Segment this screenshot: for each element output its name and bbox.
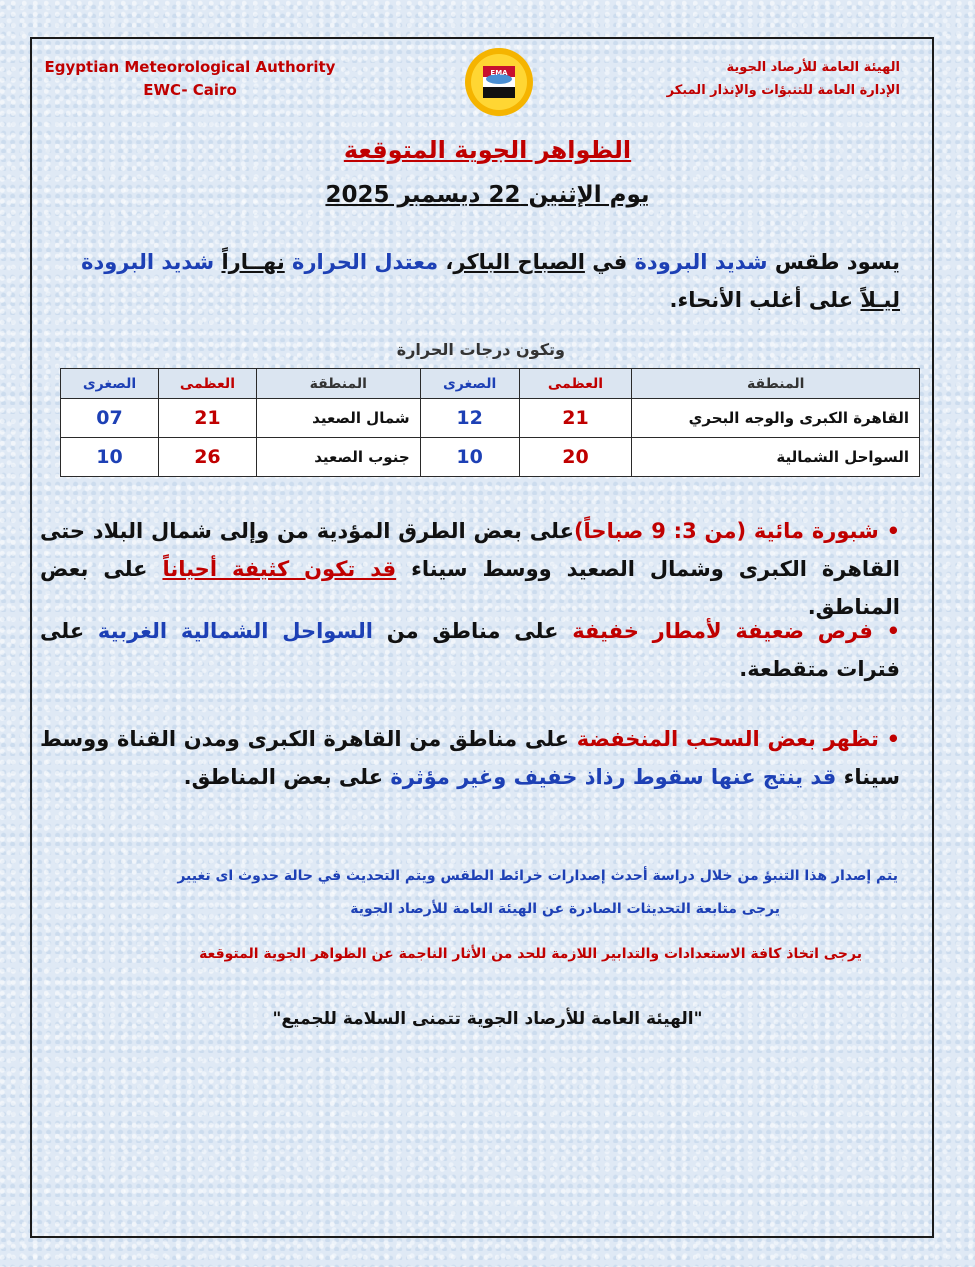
rain-text-end: على فترات متقطعة. bbox=[40, 619, 900, 681]
clouds-text-end: على بعض المناطق. bbox=[183, 765, 391, 789]
min-temp-cell: 12 bbox=[420, 399, 519, 438]
min-temp-cell: 10 bbox=[61, 438, 159, 477]
ema-logo bbox=[463, 46, 535, 118]
col-min: الصغرى bbox=[420, 369, 519, 399]
temperature-table bbox=[60, 368, 920, 477]
clouds-drizzle: قد ينتج عنها سقوط رذاذ خفيف وغير مؤثرة bbox=[390, 765, 837, 789]
fog-dense-warning: قد تكون كثيفة أحياناً bbox=[162, 557, 397, 581]
logo-text: EMA bbox=[490, 69, 508, 77]
bullet-clouds bbox=[40, 720, 900, 796]
rain-text: على مناطق من bbox=[372, 619, 573, 643]
intro-daytime: نهــاراً bbox=[221, 250, 285, 274]
fog-text-end: على بعض المناطق. bbox=[40, 557, 900, 619]
col-region: المنطقة bbox=[632, 369, 920, 399]
intro-paragraph bbox=[70, 243, 900, 319]
max-temp-cell: 20 bbox=[519, 438, 632, 477]
flag-black-band bbox=[483, 87, 515, 98]
min-temp-cell: 10 bbox=[420, 438, 519, 477]
bullet-rain bbox=[40, 612, 900, 688]
clouds-text: على مناطق من القاهرة الكبرى ومدن القناة ووسط سيناء bbox=[40, 727, 900, 789]
rain-phenomenon: فرص ضعيفة لأمطار خفيفة bbox=[572, 619, 873, 643]
region-cell: السواحل الشمالية bbox=[632, 438, 920, 477]
center-name-en: EWC- Cairo bbox=[143, 81, 237, 99]
region-cell: القاهرة الكبرى والوجه البحري bbox=[632, 399, 920, 438]
col-max: العظمى bbox=[519, 369, 632, 399]
col-region: المنطقة bbox=[256, 369, 420, 399]
min-temp-cell: 07 bbox=[61, 399, 159, 438]
region-cell: شمال الصعيد bbox=[256, 399, 420, 438]
intro-night: ليـلاً bbox=[860, 288, 900, 312]
bullet-fog bbox=[40, 512, 900, 626]
max-temp-cell: 26 bbox=[158, 438, 256, 477]
intro-early-morning: الصباح الباكر bbox=[453, 250, 585, 274]
dept-name-ar: الإدارة العامة للتنبؤات والإنذار المبكر bbox=[666, 83, 900, 98]
intro-text: يسود طقس bbox=[767, 250, 900, 274]
bullet-dot-icon: • bbox=[872, 619, 901, 643]
closing-message: "الهيئة العامة للأرصاد الجوية تتمنى السلامة للجميع" bbox=[272, 1009, 703, 1029]
bullet-dot-icon: • bbox=[878, 519, 901, 543]
max-temp-cell: 21 bbox=[158, 399, 256, 438]
forecast-date: يوم الإثنين 22 ديسمبر 2025 bbox=[325, 182, 650, 208]
bullet-dot-icon: • bbox=[878, 727, 900, 751]
intro-moderate: معتدل الحرارة bbox=[292, 250, 439, 274]
rain-region: السواحل الشمالية الغربية bbox=[97, 619, 373, 643]
temps-caption: وتكون درجات الحرارة bbox=[396, 340, 565, 359]
table-header-row bbox=[61, 369, 920, 399]
col-max: العظمى bbox=[158, 369, 256, 399]
intro-very-cold-night: شديد البرودة bbox=[81, 250, 215, 274]
table-row bbox=[61, 399, 920, 438]
fog-text: على بعض الطرق المؤدية من وإلى شمال البلاد حتى القاهرة الكبرى وشمال الصعيد ووسط سيناء bbox=[40, 519, 900, 581]
note-follow: يرجى متابعة التحديثات الصادرة عن الهيئة العامة للأرصاد الجوية bbox=[350, 901, 780, 917]
intro-text: في bbox=[584, 250, 635, 274]
intro-text: ، bbox=[438, 250, 454, 274]
note-precautions: يرجى اتخاذ كافة الاستعدادات والتدابير اللازمة للحد من الأثار الناجمة عن الظواهر الجوية المتوقعة bbox=[199, 946, 862, 962]
header-english bbox=[40, 56, 340, 102]
clouds-phenomenon: تظهر بعض السحب المنخفضة bbox=[576, 727, 879, 751]
fog-phenomenon: شبورة مائية (من 3: 9 صباحاً) bbox=[573, 519, 879, 543]
region-cell: جنوب الصعيد bbox=[256, 438, 420, 477]
page-title: الظواهر الجوية المتوقعة bbox=[343, 136, 632, 164]
table-row bbox=[61, 438, 920, 477]
intro-text bbox=[285, 250, 292, 274]
col-min: الصغرى bbox=[61, 369, 159, 399]
intro-text: على أغلب الأنحاء. bbox=[669, 288, 861, 312]
org-name-ar: الهيئة العامة للأرصاد الجوية bbox=[726, 60, 900, 75]
max-temp-cell: 21 bbox=[519, 399, 632, 438]
org-name-en: Egyptian Meteorological Authority bbox=[44, 58, 336, 76]
note-update: يتم إصدار هذا التنبؤ من خلال دراسة أحدث إصدارات خرائط الطقس ويتم التحديث في حالة حدوث اى تغيير bbox=[177, 868, 898, 884]
intro-very-cold: شديد البرودة bbox=[634, 250, 768, 274]
header-arabic bbox=[620, 56, 900, 102]
